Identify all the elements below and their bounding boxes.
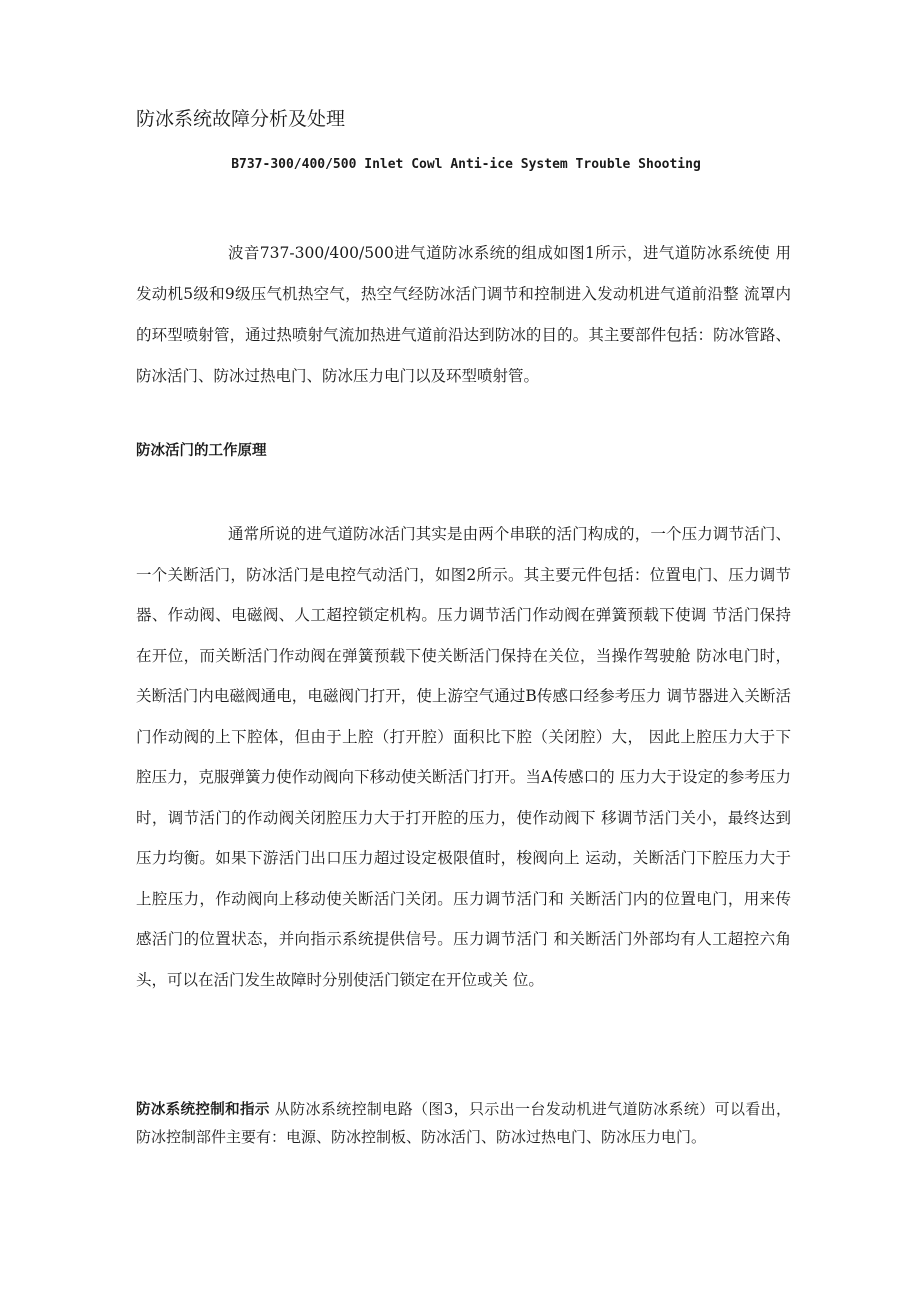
control-indication-paragraph	[136, 1096, 791, 1151]
section-heading-valve-principle: 防冰活门的工作原理	[136, 443, 267, 459]
section-heading-control-indication: 防冰系统控制和指示	[136, 1102, 270, 1118]
control-indication-text: 从防冰系统控制电路（图3，只示出一台发动机进气道防冰系统）可以看出， 防冰控制部件主要有：电源、防冰控制板、防冰活门、防冰过热电门、防冰压力电门。	[136, 1100, 791, 1146]
document-title: 防冰系统故障分析及处理	[136, 108, 346, 130]
document-subtitle: B737-300/400/500 Inlet Cowl Anti-ice System Trouble Shooting	[231, 157, 701, 172]
intro-paragraph: 波音737-300/400/500进气道防冰系统的组成如图1所示，进气道防冰系统使 用发动机5级和9级压气机热空气，热空气经防冰活门调节和控制进入发动机进气道前沿整 流罩内的环型喷射管，通过热喷射气流加热进气道前沿达到防冰的目的。其主要部件包括：防冰管路、防冰活门、防冰过热电门、防冰压力电门以及环型喷射管。	[136, 244, 791, 385]
valve-principle-paragraph: 通常所说的进气道防冰活门其实是由两个串联的活门构成的，一个压力调节活门、一个关断活门，防冰活门是电控气动活门，如图2所示。其主要元件包括：位置电门、压力调节器、作动阀、电磁阀、人工超控锁定机构。压力调节活门作动阀在弹簧预载下使调 节活门保持在开位，而关断活门作动阀在弹簧预载下使关断活门保持在关位，当操作驾驶舱 防冰电门时，关断活门内电磁阀通电，电磁阀门打开，使上游空气通过B传感口经参考压力 调节器进入关断活门作动阀的上下腔体，但由于上腔（打开腔）面积比下腔（关闭腔）大， 因此上腔压力大于下腔压力，克服弹簧力使作动阀向下移动使关断活门打开。当A传感口的 压力大于设定的参考压力时，调节活门的作动阀关闭腔压力大于打开腔的压力，使作动阀下 移调节活门关小，最终达到压力均衡。如果下游活门出口压力超过设定极限值时，梭阀向上 运动，关断活门下腔压力大于上腔压力，作动阀向上移动使关断活门关闭。压力调节活门和 关断活门内的位置电门，用来传感活门的位置状态，并向指示系统提供信号。压力调节活门 和关断活门外部均有人工超控六角头，可以在活门发生故障时分别使活门锁定在开位或关 位。	[136, 525, 791, 989]
